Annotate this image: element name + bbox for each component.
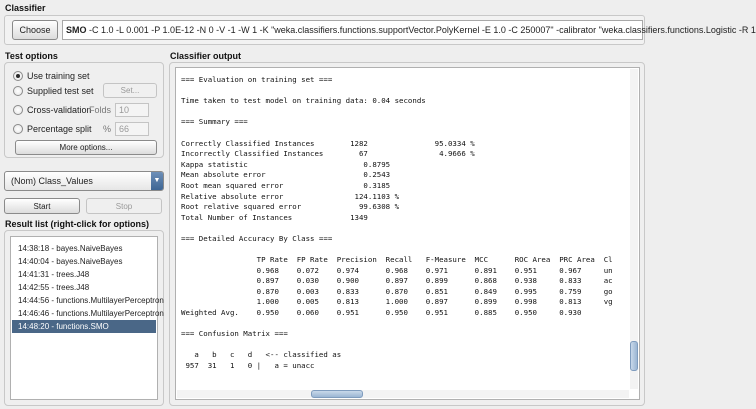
- option-supplied-test-set[interactable]: [13, 84, 94, 98]
- classifier-output-textarea[interactable]: [175, 67, 640, 400]
- classifier-panel-title: Classifier: [5, 3, 46, 13]
- result-item[interactable]: 14:38:18 - bayes.NaiveBayes: [18, 244, 123, 253]
- class-attribute-value: (Nom) Class_Values: [11, 176, 93, 186]
- result-list[interactable]: [10, 236, 164, 400]
- horizontal-scroll-thumb[interactable]: [311, 390, 363, 398]
- vertical-scroll-thumb[interactable]: [630, 341, 638, 371]
- use-training-set-label: Use training set: [27, 71, 90, 81]
- cross-validation-label: Cross-validation: [27, 105, 92, 115]
- option-cross-validation[interactable]: [13, 103, 92, 117]
- result-item[interactable]: 14:41:31 - trees.J48: [18, 270, 90, 279]
- result-list-panel: [4, 230, 164, 406]
- class-attribute-select[interactable]: [4, 171, 164, 191]
- classifier-options: -C 1.0 -L 0.001 -P 1.0E-12 -N 0 -V -1 -W 1 -K "weka.classifiers.functions.supportVector.PolyKernel -E 1.0 -C 250007" -calibrator "weka.classifiers.functions.Logistic -R 1: [86, 25, 756, 35]
- classifier-chooser: [4, 15, 756, 45]
- chevron-down-icon[interactable]: ▼: [151, 172, 163, 190]
- test-options-panel: [4, 62, 164, 158]
- result-list-title: Result list (right-click for options): [5, 219, 150, 229]
- percent-label: %: [103, 124, 112, 134]
- vertical-scrollbar[interactable]: [630, 69, 638, 389]
- classifier-name: SMO: [66, 25, 87, 35]
- option-use-training-set[interactable]: [13, 69, 90, 83]
- classifier-output-title: Classifier output: [170, 51, 242, 61]
- radio-icon[interactable]: [13, 105, 23, 115]
- stop-button[interactable]: Stop: [86, 198, 162, 214]
- result-item-selected[interactable]: 14:48:20 - functions.SMO: [12, 320, 156, 333]
- radio-icon[interactable]: [13, 86, 23, 96]
- result-item[interactable]: 14:44:56 - functions.MultilayerPerceptron: [18, 296, 164, 305]
- percent-input[interactable]: 66: [115, 122, 149, 136]
- radio-selected-icon[interactable]: [13, 71, 23, 81]
- radio-icon[interactable]: [13, 124, 23, 134]
- classifier-config-field[interactable]: [62, 20, 756, 40]
- more-options-button[interactable]: More options...: [15, 140, 157, 155]
- set-test-set-button[interactable]: Set...: [103, 83, 157, 98]
- choose-button[interactable]: Choose: [12, 20, 58, 40]
- start-button[interactable]: Start: [4, 198, 80, 214]
- classifier-output-panel: [169, 62, 645, 406]
- folds-input[interactable]: 10: [115, 103, 149, 117]
- horizontal-scrollbar[interactable]: [177, 390, 629, 398]
- option-percentage-split[interactable]: [13, 122, 92, 136]
- result-item[interactable]: 14:42:55 - trees.J48: [18, 283, 90, 292]
- test-options-title: Test options: [5, 51, 58, 61]
- classifier-output-text: === Evaluation on training set === Time taken to test model on training data: 0.04 seconds === Summary === Correctly Classified Instances 1282 95.0334 % Incorrectly Classified Instances 67 4.9666 % Kappa statistic 0.8795 Mean absolute error 0.2543 Root mean squared error 0.3185 Relative absolute error 124.1103 % Root relative squared error 99.6308 % Total Number of Instances 1349 === Detailed Accuracy By Class === TP Rate FP Rate Precision Recall F-Measure MCC ROC Area PRC Area Cl 0.968 0.072 0.974 0.968 0.971 0.891 0.951 0.967 un 0.897 0.030 0.900 0.897 0.899 0.868 0.938 0.833 ac 0.870 0.003 0.833 0.870 0.851 0.849 0.995 0.759 go 1.000 0.005 0.813 1.000 0.897 0.899 0.998 0.813 vg Weighted Avg. 0.950 0.060 0.951 0.950 0.951 0.885 0.950 0.930 === Confusion Matrix === a b c d <-- classified as 957 31 1 0 | a = unacc: [181, 75, 613, 371]
- folds-label: Folds: [89, 105, 112, 115]
- supplied-test-set-label: Supplied test set: [27, 86, 94, 96]
- result-item[interactable]: 14:46:46 - functions.MultilayerPerceptron: [18, 309, 164, 318]
- result-item[interactable]: 14:40:04 - bayes.NaiveBayes: [18, 257, 123, 266]
- percentage-split-label: Percentage split: [27, 124, 92, 134]
